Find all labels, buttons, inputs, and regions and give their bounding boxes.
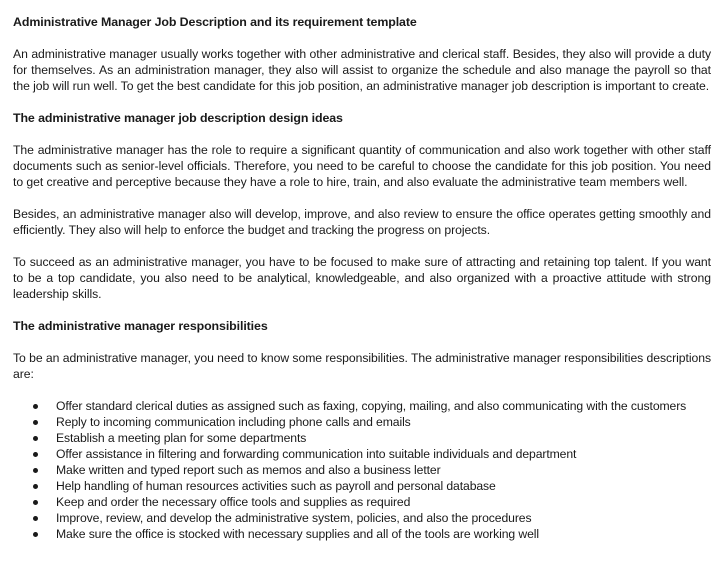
list-item [13,414,711,430]
paragraph-role: The administrative manager has the role to require a significant quantity of communication and also work together with other staff documents such as senior-level officials. Therefore, you need to be careful to choose the candidate for this job position. You need to get creative and perceptive because they have a role to hire, train, and also evaluate the administrative team members well. [13,143,711,189]
list-item-text: Establish a meeting plan for some departments [56,431,307,445]
list-item-text: Reply to incoming communication including phone calls and emails [56,415,411,429]
spacer [13,126,711,142]
paragraph-succeed: To succeed as an administrative manager, you have to be focused to make sure of attracting and retaining top talent. If you want to be a top candidate, you also need to be analytical, knowledgeable, and also organized with a proactive attitude with strong leadership skills. [13,255,711,301]
spacer [13,238,711,254]
list-item [13,430,711,446]
bullet-icon [33,436,38,441]
document-title: Administrative Manager Job Description and its requirement template [13,15,417,29]
list-item [13,526,711,542]
list-item-text: Offer assistance in filtering and forwarding communication into suitable individuals and department [56,447,577,461]
spacer [13,382,711,398]
list-item-text: Help handling of human resources activities such as payroll and personal database [56,479,496,493]
list-item-text: Make sure the office is stocked with necessary supplies and all of the tools are working well [56,527,539,541]
list-item-text: Keep and order the necessary office tools and supplies as required [56,495,411,509]
list-item [13,478,711,494]
list-item-text: Improve, review, and develop the administrative system, policies, and also the procedures [56,511,532,525]
intro-paragraph: An administrative manager usually works together with other administrative and clerical staff. Besides, they also will provide a duty for themselves. As an administration manager, they also will assist to organize the schedule and also manage the payroll so that the job will run well. To get the best candidate for this job position, an administrative manager job description is important to create. [13,47,711,93]
bullet-icon [33,404,38,409]
bullet-icon [33,500,38,505]
list-item [13,510,711,526]
responsibilities-intro: To be an administrative manager, you need to know some responsibilities. The administrative manager responsibilities descriptions are: [13,351,711,381]
bullet-icon [33,484,38,489]
list-item [13,494,711,510]
bullet-icon [33,532,38,537]
bullet-icon [33,516,38,521]
document-body [13,14,711,542]
list-item [13,462,711,478]
spacer [13,190,711,206]
paragraph-develop: Besides, an administrative manager also will develop, improve, and also review to ensure the office operates getting smoothly and efficiently. They also will help to enforce the budget and tracking the progress on projects. [13,207,711,237]
bullet-icon [33,420,38,425]
list-item [13,398,711,414]
list-item-text: Offer standard clerical duties as assigned such as faxing, copying, mailing, and also communicating with the customers [56,399,687,413]
section-heading-responsibilities: The administrative manager responsibilities [13,319,268,333]
responsibilities-list [13,398,711,542]
spacer [13,30,711,46]
spacer [13,302,711,318]
list-item [13,446,711,462]
spacer [13,334,711,350]
spacer [13,94,711,110]
bullet-icon [33,468,38,473]
list-item-text: Make written and typed report such as memos and also a business letter [56,463,441,477]
bullet-icon [33,452,38,457]
section-heading-design-ideas: The administrative manager job description design ideas [13,111,343,125]
